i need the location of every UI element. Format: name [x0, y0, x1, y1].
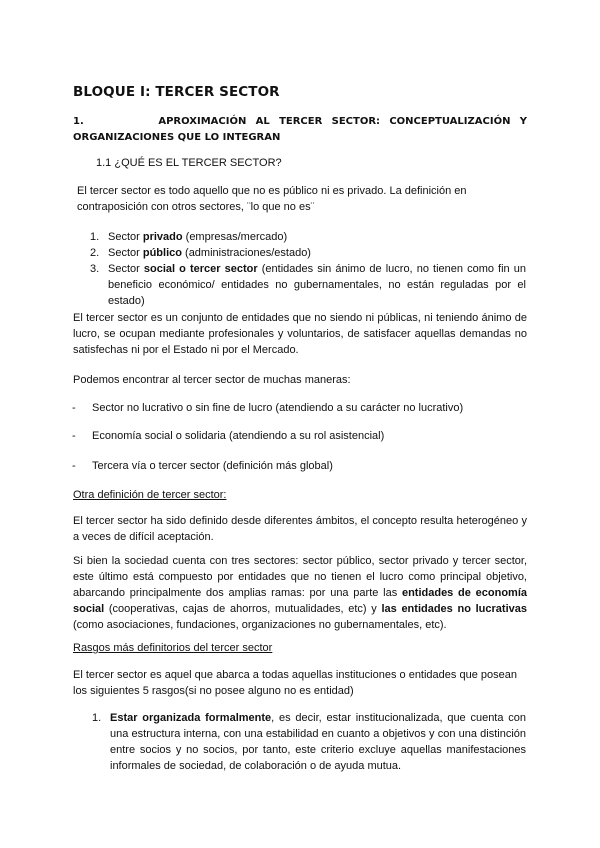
rasgos-list: [92, 710, 526, 774]
section-heading-line2: ORGANIZACIONES QUE LO INTEGRAN: [73, 132, 281, 143]
list-item: 1. Sector privado (empresas/mercado): [90, 231, 288, 243]
intro-paragraph: El tercer sector es todo aquello que no es público ni es privado. La definición en contraposición con otros sectores, ¨lo que no es¨: [77, 185, 467, 213]
rasgos-paragraph: El tercer sector es aquel que abarca a todas aquellas instituciones o entidades que posean los siguientes 5 rasgos(si no posee alguno no es entidad): [73, 669, 517, 697]
rasgos-heading: Rasgos más definitorios del tercer sector: [73, 642, 273, 654]
section-heading: [73, 114, 527, 146]
list-item: - Economía social o solidaria (atendiendo a su rol asistencial): [72, 430, 385, 442]
ways-paragraph: Podemos encontrar al tercer sector de muchas maneras:: [73, 374, 351, 386]
heterogeneo-paragraph: El tercer sector ha sido definido desde diferentes ámbitos, el concepto resulta heterogéneo y a veces de difícil aceptación.: [73, 515, 527, 543]
list-item: - Sector no lucrativo o sin fine de lucro (atendiendo a su carácter no lucrativo): [72, 402, 464, 414]
other-definition-heading: Otra definición de tercer sector:: [73, 489, 227, 501]
document-title: BLOQUE I: TERCER SECTOR: [73, 84, 280, 100]
list-item: - Tercera vía o tercer sector (definición más global): [72, 460, 333, 472]
section-number: 1.: [73, 116, 84, 127]
section-heading-line1: [73, 114, 527, 130]
definition-paragraph: El tercer sector es un conjunto de entidades que no siendo ni públicas, ni teniendo ánimo de lucro, se ocupan mediante profesionales y voluntarios, de satisfacer aquellas demandas no satisfechas ni por el Estado ni por el Mercado.: [73, 312, 527, 356]
sectors-list: [90, 229, 527, 309]
tres-sectores-paragraph: Si bien la sociedad cuenta con tres sectores: sector público, sector privado y tercer sector, este último está compuesto por entidades que no tienen el lucro como principal objetivo, abarcando principalmente dos amplias ramas: por una parte las entidades de economía social (cooperativas, cajas de ahorros, mutualidades, etc) y las entidades no lucrativas (como asociaciones, fundaciones, organizaciones no gubernamentales, etc).: [73, 555, 527, 631]
list-item: 1. Estar organizada formalmente, es decir, estar institucionalizada, que cuenta con una estructura interna, con una estabilidad en cuanto a objetivos y con una distinción entre socios y no socios, por tanto, este criterio excluye aquellas manifestaciones informales de sociedad, de colaboración o de ayuda mutua.: [92, 712, 526, 772]
section-heading-text: APROXIMACIÓN AL TERCER SECTOR: CONCEPTUALIZACIÓN Y: [158, 116, 527, 127]
subsection-heading: 1.1 ¿QUÉ ES EL TERCER SECTOR?: [96, 157, 282, 169]
list-item: 2. Sector público (administraciones/estado): [90, 247, 311, 259]
list-item: 3. Sector social o tercer sector (entidades sin ánimo de lucro, no tienen como fin un beneficio económico/ entidades no gubernamentales, no están reguladas por el estado): [90, 263, 527, 307]
